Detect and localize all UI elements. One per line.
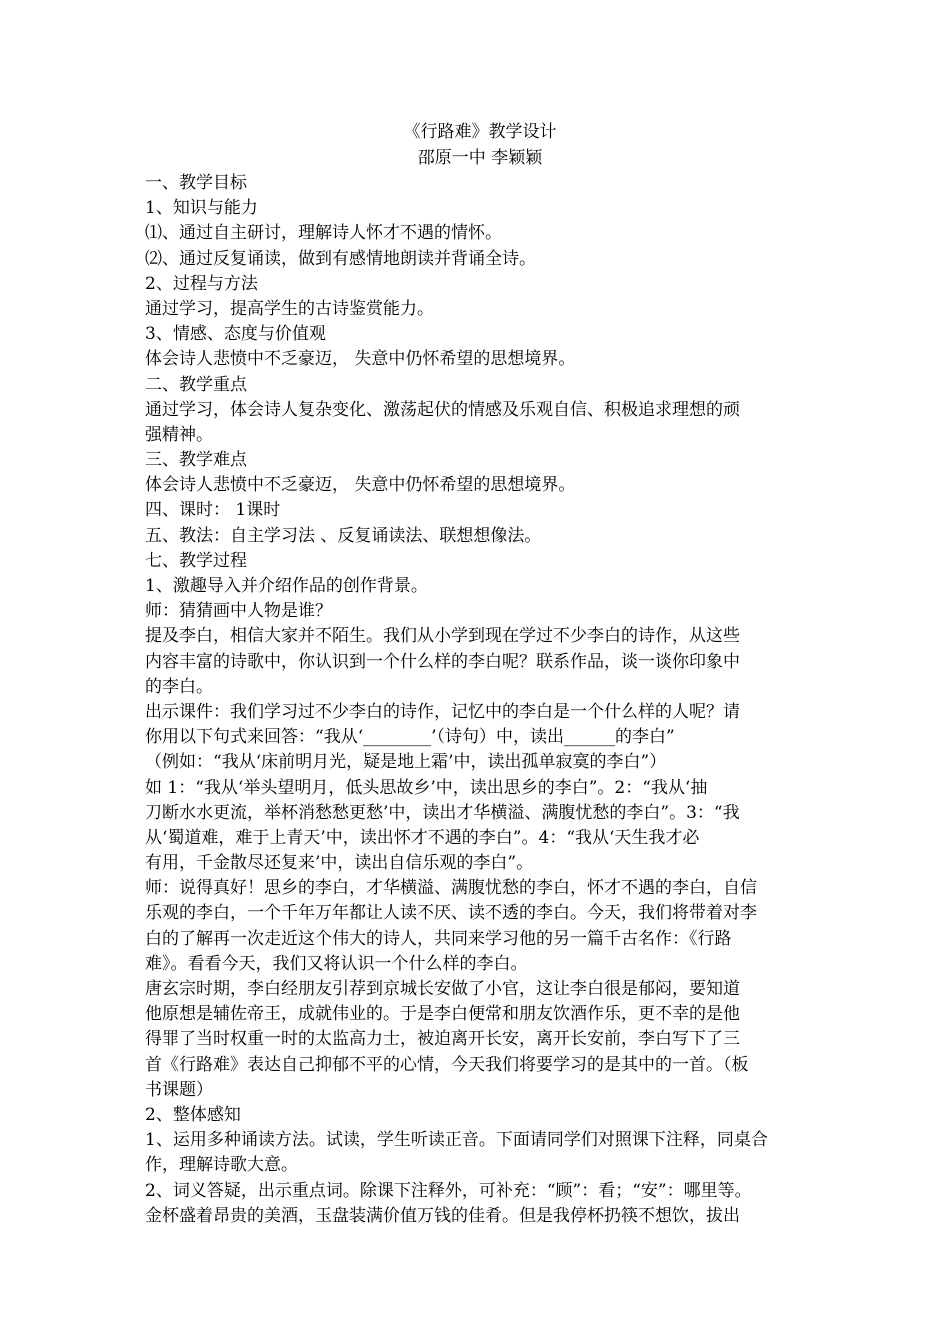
document-author: 邵原一中 李颖颖 xyxy=(417,148,543,168)
text-line: 七、教学过程 xyxy=(145,550,247,571)
document-title: 《行路难》教学设计 xyxy=(403,122,557,142)
text-line: 白的了解再一次走近这个伟大的诗人，共同来学习他的另一篇千古名作：《行路 xyxy=(145,928,732,949)
text-line: 书课题） xyxy=(145,1079,213,1100)
text-line: 他原想是辅佐帝王，成就伟业的。于是李白便常和朋友饮酒作乐，更不幸的是他 xyxy=(145,1004,740,1025)
text-line: 通过学习，体会诗人复杂变化、激荡起伏的情感及乐观自信、积极追求理想的顽 xyxy=(145,399,740,420)
text-line: 2、词义答疑，出示重点词。除课下注释外，可补充：“顾”：看；“安”：哪里等。 xyxy=(145,1180,752,1201)
text-line: 1、激趣导入并介绍作品的创作背景。 xyxy=(145,576,428,596)
text-line: 1、知识与能力 xyxy=(145,198,258,219)
text-line: 的李白。 xyxy=(145,676,213,697)
text-line: 你用以下句式来回答：“我从‘________’（诗句）中，读出______的李白” xyxy=(145,727,675,748)
text-line: 3、情感、态度与价值观 xyxy=(145,324,326,345)
text-line: 首《行路难》表达自己抑郁不平的心情，今天我们将要学习的是其中的一首。（板 xyxy=(145,1054,749,1075)
text-line: 出示课件：我们学习过不少李白的诗作，记忆中的李白是一个什么样的人呢？请 xyxy=(145,701,740,722)
text-line: ⑴、通过自主研讨，理解诗人怀才不遇的情怀。 xyxy=(145,223,502,244)
text-line: 2、整体感知 xyxy=(145,1104,241,1125)
text-line: 内容丰富的诗歌中，你认识到一个什么样的李白呢？联系作品，谈一谈你印象中 xyxy=(145,651,740,672)
text-line: 通过学习，提高学生的古诗鉴赏能力。 xyxy=(145,298,434,319)
text-line: 刀断水水更流，举杯消愁愁更愁’中，读出才华横溢、满腹忧愁的李白”。3：“我 xyxy=(145,802,740,823)
text-line: 从‘蜀道难，难于上青天’中，读出怀才不遇的李白”。4：“我从‘天生我才必 xyxy=(145,827,700,848)
text-line: 金杯盛着昂贵的美酒，玉盘装满价值万钱的佳肴。但是我停杯扔筷不想饮，拔出 xyxy=(145,1205,740,1226)
text-line: ⑵、通过反复诵读，做到有感情地朗读并背诵全诗。 xyxy=(145,248,536,269)
text-line: 难》。看看今天，我们又将认识一个什么样的李白。 xyxy=(145,953,528,974)
text-line: 四、课时： 1课时 xyxy=(145,500,281,521)
text-line: 师：说得真好！思乡的李白，才华横溢、满腹忧愁的李白，怀才不遇的李白，自信 xyxy=(145,878,757,899)
text-line: （例如：“我从‘床前明月光，疑是地上霜’中，读出孤单寂寞的李白”） xyxy=(145,752,667,773)
text-line: 2、过程与方法 xyxy=(145,273,258,294)
text-line: 唐玄宗时期，李白经朋友引荐到京城长安做了小官，这让李白很是郁闷，要知道 xyxy=(145,979,740,999)
text-line: 1、运用多种诵读方法。试读，学生听读正音。下面请同学们对照课下注释，同桌合 xyxy=(145,1130,768,1151)
text-line: 乐观的李白，一个千年万年都让人读不厌、读不透的李白。今天，我们将带着对李 xyxy=(145,903,757,924)
document-page xyxy=(145,119,815,1229)
text-line: 三、教学难点 xyxy=(145,450,247,471)
text-line: 体会诗人悲愤中不乏豪迈， 失意中仍怀希望的思想境界。 xyxy=(145,475,576,496)
text-line: 如 1：“我从‘举头望明月，低头思故乡’中，读出思乡的李白”。2：“我从‘抽 xyxy=(145,777,708,798)
text-line: 得罪了当时权重一时的太监高力士，被迫离开长安，离开长安前，李白写下了三 xyxy=(145,1029,740,1050)
text-line: 作，理解诗歌大意。 xyxy=(145,1155,298,1176)
text-line: 体会诗人悲愤中不乏豪迈， 失意中仍怀希望的思想境界。 xyxy=(145,349,576,370)
text-line: 有用，千金散尽还复来’中，读出自信乐观的李白”。 xyxy=(145,853,534,874)
text-line: 一、教学目标 xyxy=(145,173,247,193)
document-body xyxy=(145,171,815,1229)
text-line: 二、教学重点 xyxy=(145,374,247,395)
text-line: 五、教法：自主学习法 、反复诵读法、联想想像法。 xyxy=(145,525,542,546)
text-line: 师：猜猜画中人物是谁？ xyxy=(145,601,332,622)
text-line: 提及李白，相信大家并不陌生。我们从小学到现在学过不少李白的诗作，从这些 xyxy=(145,626,740,647)
text-line: 强精神。 xyxy=(145,424,213,445)
